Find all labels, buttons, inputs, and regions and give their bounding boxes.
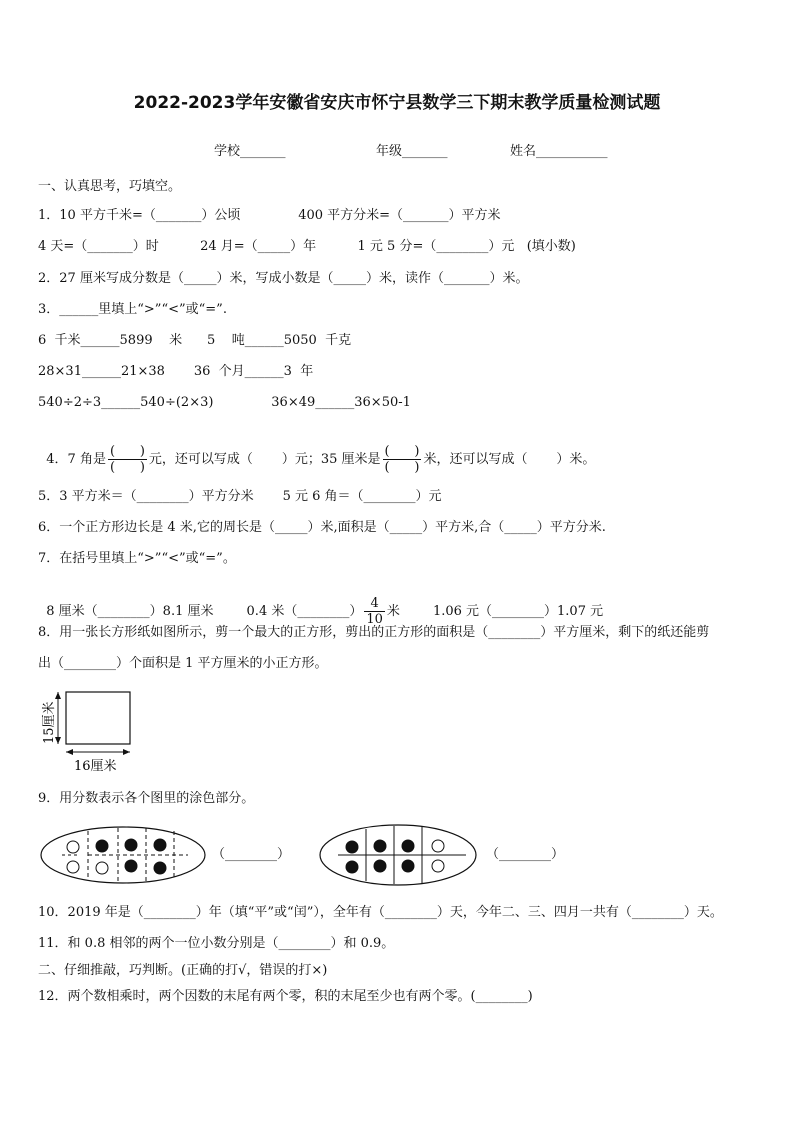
empty-circle: [67, 841, 79, 853]
question-3-intro: 3．______里填上“>”“<”或“=”.: [38, 302, 227, 317]
question-8-line-2: 出（________）个面积是 1 平方厘米的小正方形。: [38, 656, 328, 671]
question-7-intro: 7．在括号里填上“>”“<”或“=”。: [38, 551, 236, 566]
question-3-row-2: 28×31______21×38 36 个月______3 年: [38, 364, 314, 379]
width-label: 16厘米: [74, 759, 117, 774]
empty-circle: [432, 840, 444, 852]
fraction-numerator: 4: [364, 596, 385, 612]
fraction-1-denominator: ( ): [109, 460, 145, 475]
grade-field[interactable]: 年级_______: [376, 144, 448, 159]
filled-circle: [96, 840, 109, 853]
empty-circle: [67, 861, 79, 873]
question-6: 6．一个正方形边长是 4 米,它的周长是（_____）米,面积是（_____）平方米,合（_____）平方分米.: [38, 520, 606, 535]
question-1-line-1: 1．10 平方千米=（_______）公顷 400 平方分米=（_______）平方米: [38, 208, 501, 223]
filled-circle: [402, 860, 415, 873]
question-11: 11．和 0.8 相邻的两个一位小数分别是（________）和 0.9。: [38, 936, 395, 951]
fraction-2-numerator: ( ): [384, 444, 420, 459]
question-12: 12．两个数相乘时，两个因数的末尾有两个零，积的末尾至少也有两个零。(________): [38, 989, 533, 1004]
fraction-blank-1[interactable]: [108, 444, 147, 475]
paper-rectangle: [66, 692, 130, 744]
question-7-part-1: 8 厘米（________）8.1 厘米 0.4 米（________）: [46, 604, 363, 619]
filled-circle: [346, 841, 359, 854]
question-7-part-2: 米 1.06 元（________）1.07 元: [386, 604, 604, 619]
width-arrow-right: [123, 749, 130, 755]
question-4-suffix: 米，还可以写成（ ）米。: [423, 452, 596, 467]
filled-circle: [346, 861, 359, 874]
ellipse-figure-2: [318, 822, 478, 888]
question-2: 2．27 厘米写成分数是（_____）米，写成小数是（_____）米，读作（_______）米。: [38, 271, 529, 286]
fraction-denominator: 10: [366, 612, 383, 627]
filled-circle: [154, 839, 167, 852]
question-8-line-1: 8．用一张长方形纸如图所示，剪一个最大的正方形，剪出的正方形的面积是（________）平方厘米，剩下的纸还能剪: [38, 625, 710, 640]
empty-circle: [432, 860, 444, 872]
filled-circle: [402, 840, 415, 853]
question-4: [38, 426, 595, 475]
question-1-line-2: 4 天=（_______）时 24 月=（_____）年 1 元 5 分=（________）元 (填小数): [38, 239, 576, 254]
empty-circle: [96, 862, 108, 874]
page-title: 2022-2023学年安徽省安庆市怀宁县数学三下期末教学质量检测试题: [133, 93, 661, 113]
question-4-middle: 元，还可以写成（ ）元；35 厘米是: [148, 452, 381, 467]
section-1-heading: 一、认真思考，巧填空。: [38, 179, 182, 194]
fraction-1-numerator: ( ): [109, 444, 145, 459]
filled-circle: [154, 862, 167, 875]
question-9-answer-2[interactable]: （________）: [486, 847, 565, 862]
fraction-blank-2[interactable]: [383, 444, 422, 475]
school-field[interactable]: 学校_______: [214, 144, 286, 159]
question-10: 10．2019 年是（________）年（填“平”或“闰”），全年有（________）天，今年二、三、四月一共有（________）天。: [38, 905, 723, 920]
question-7-comparisons: [38, 578, 603, 627]
fraction-four-tenths: [364, 596, 385, 627]
question-3-row-3: 540÷2÷3______540÷(2×3) 36×49______36×50-1: [38, 395, 411, 410]
width-arrow-left: [66, 749, 73, 755]
section-2-heading: 二、仔细推敲，巧判断。(正确的打√，错误的打×): [38, 963, 328, 978]
height-label: 15厘米: [42, 701, 57, 744]
filled-circle: [125, 839, 138, 852]
height-arrow-top: [55, 692, 61, 699]
question-9-intro: 9．用分数表示各个图里的涂色部分。: [38, 791, 255, 806]
question-4-prefix: 4．7 角是: [46, 452, 106, 467]
ellipse-figure-1: [38, 822, 208, 888]
question-5: 5．3 平方米＝（________）平方分米 5 元 6 角＝（________）元: [38, 489, 442, 504]
question-3-row-1: 6 千米______5899 米 5 吨______5050 千克: [38, 333, 352, 348]
rectangle-diagram: [38, 686, 148, 778]
filled-circle: [374, 860, 387, 873]
question-9-answer-1[interactable]: （________）: [212, 847, 291, 862]
name-field[interactable]: 姓名___________: [510, 144, 608, 159]
fraction-2-denominator: ( ): [384, 460, 420, 475]
filled-circle: [125, 860, 138, 873]
filled-circle: [374, 840, 387, 853]
